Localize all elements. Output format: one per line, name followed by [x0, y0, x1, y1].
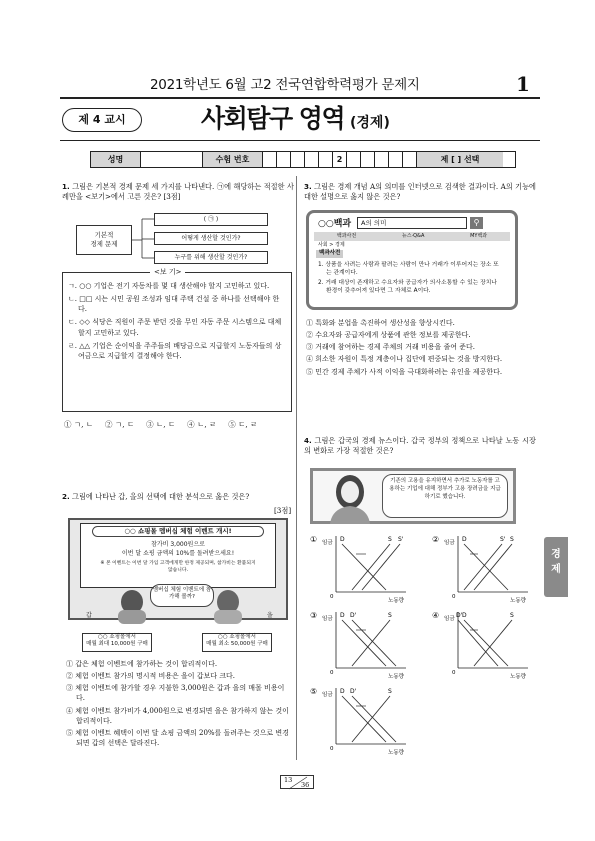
- exam-number-label: 수험 번호: [203, 152, 263, 167]
- option-number: ②: [432, 535, 440, 544]
- question-text: 그림에 나타난 갑, 을의 선택에 대한 분석으로 옳은 것은?: [72, 492, 250, 501]
- subject-title: 사회탐구 영역: [201, 104, 345, 133]
- option-number: ⑤: [310, 687, 318, 696]
- header-rule: [60, 97, 540, 99]
- option-number: ③: [310, 611, 318, 620]
- search-input[interactable]: A의 의미: [357, 217, 467, 229]
- bogi-list: [68, 281, 286, 361]
- page-slash: [281, 776, 315, 790]
- banner-title: ○○ 쇼핑몰 멤버십 체험 이벤트 개시!: [92, 526, 264, 537]
- diagram-branch-3: 누구를 위해 생산할 것인가?: [154, 251, 268, 264]
- option[interactable]: ① 특화와 분업을 촉진하여 생산성을 향상시킨다.: [306, 319, 455, 327]
- column-divider: [296, 176, 297, 760]
- option[interactable]: ③ 거래에 참여하는 경제 주체의 거래 비용을 줄여 준다.: [306, 343, 476, 352]
- caption-b: ○○ 쇼핑몰에서 매월 최소 50,000원 구매: [202, 633, 272, 652]
- bogi-item: ㄱ. ○○ 기업은 전기 자동차를 몇 대 생산해야 할지 고민하고 있다.: [68, 282, 270, 290]
- tab-news-qa[interactable]: 뉴스·Q&A: [401, 233, 425, 239]
- exam-number-box[interactable]: [263, 152, 277, 167]
- title-rule: [60, 140, 540, 141]
- bogi-item: ㄹ. △△ 기업은 순이익을 주주들의 배당금으로 지급할지 노동자들의 상여금으로 지급할지 결정해야 한다.: [68, 341, 282, 360]
- question-number: 4.: [304, 436, 312, 445]
- page-counter: [280, 775, 314, 789]
- option[interactable]: ② 수요자와 공급자에게 상품에 관한 정보를 제공한다.: [306, 331, 471, 340]
- origin-label: 0: [330, 594, 334, 600]
- curve-line: [352, 544, 390, 590]
- axis-y-label: 임금: [444, 616, 455, 622]
- person-b-label: 을: [267, 612, 273, 619]
- page-header-title: 2021학년도 6월 고2 전국연합학력평가 문제지: [150, 77, 420, 93]
- option[interactable]: ③ 체험 이벤트에 참가할 경우 지불한 3,000원은 갑과 을의 매몰 비용이다.: [66, 684, 285, 703]
- question-text: 그림은 기본적 경제 문제 세 가지를 나타낸다. ㉠에 해당하는 적절한 사례만을 <보기>에서 고른 것은? [3점]: [62, 182, 294, 202]
- exam-number-box[interactable]: [361, 152, 375, 167]
- period-badge: 제 4 교시: [62, 108, 142, 132]
- option[interactable]: ④ 체험 이벤트 참가비가 4,000원으로 변경되면 을은 참가하지 않는 것이 합리적이다.: [66, 706, 289, 725]
- exam-number-digit: 2: [333, 152, 347, 167]
- curve-label: D: [340, 612, 345, 619]
- exam-number-box[interactable]: [277, 152, 291, 167]
- tab-encyclopedia[interactable]: 백과사전: [336, 233, 357, 239]
- shoppers-illustration: [100, 590, 260, 624]
- origin-label: 0: [330, 746, 334, 752]
- caption-a: ○○ 쇼핑몰에서 매월 최대 10,000원 구매: [82, 633, 152, 652]
- origin-label: 0: [452, 670, 456, 676]
- curve-label: S: [510, 612, 514, 619]
- banner-line-1: 참가비 3,000원으로: [151, 541, 205, 548]
- side-tab-label: 경 제: [551, 549, 561, 575]
- question-number: 2.: [62, 492, 70, 501]
- curve-label: D': [456, 612, 463, 619]
- search-site-logo: ○○백과: [318, 219, 352, 229]
- curve-line: [464, 544, 508, 590]
- axis-x-label: 노동량: [510, 598, 526, 604]
- option-number: ④: [432, 611, 440, 620]
- curve-label: D': [350, 688, 357, 695]
- curve-label: S': [398, 536, 404, 543]
- definition-item: 2. 거래 대상이 존재하고 수요자와 공급자가 의사소통할 수 있는 장치나 환경이 갖추어져 있다면 그 자체로 A이다.: [318, 279, 497, 295]
- origin-label: 0: [330, 670, 334, 676]
- banner-line-2: 이번 달 쇼핑 금액의 10%를 돌려받으세요!: [121, 550, 235, 557]
- axis-y-label: 임금: [322, 692, 333, 698]
- curve-label: D: [462, 536, 467, 543]
- diagram-root: 기본적 경제 문제: [76, 225, 132, 255]
- search-icon[interactable]: ⚲: [470, 217, 483, 229]
- exam-number-box[interactable]: [389, 152, 403, 167]
- page-total: 36: [301, 781, 310, 789]
- curve-line: [352, 620, 390, 666]
- option[interactable]: ⑤ 체험 이벤트 혜택이 이번 달 쇼핑 금액의 20%를 돌려주는 것으로 변경되면 갑의 선택은 달라진다.: [66, 728, 289, 747]
- question-text: 그림은 갑국의 경제 뉴스이다. 갑국 정부의 정책으로 나타날 노동 시장의 변화로 가장 적절한 것은?: [304, 436, 536, 456]
- subject-subtitle: (경제): [350, 115, 390, 131]
- banner-note: ※ 본 이벤트는 이번 달 가입 고객에게만 한정 제공되며, 참가비는 환불되지 않습니다.: [100, 561, 256, 573]
- person-a-label: 갑: [86, 612, 92, 619]
- select-label: 제 [ ] 선택: [417, 152, 503, 167]
- tab-my-encyclopedia[interactable]: MY백과: [470, 233, 488, 239]
- breadcrumb: 사회 > 경제: [318, 242, 345, 248]
- curve-line: [362, 544, 400, 590]
- definition-item: 1. 상품을 사려는 사람과 팔려는 사람이 만나 거래가 이루어지는 장소 또는 관계이다.: [318, 262, 499, 277]
- curve-line: [352, 620, 396, 666]
- curve-line: [342, 696, 386, 742]
- question-number: 3.: [304, 182, 312, 191]
- option[interactable]: ④ 희소한 자원이 특정 계층이나 집단에 편중되는 것을 방지한다.: [306, 355, 503, 364]
- origin-label: 0: [452, 594, 456, 600]
- search-tabs: [314, 232, 510, 241]
- curve-label: S: [510, 536, 514, 543]
- candidate-info-bar: [90, 151, 516, 168]
- axis-y-label: 임금: [444, 540, 455, 546]
- page-number: 1: [516, 72, 530, 96]
- curve-line: [464, 620, 508, 666]
- curve-line: [474, 620, 512, 666]
- question-1: [62, 182, 294, 203]
- option[interactable]: ① 갑은 체험 이벤트에 참가하는 것이 합리적이다.: [66, 660, 218, 668]
- q1-choices[interactable]: ① ㄱ, ㄴ ② ㄱ, ㄷ ③ ㄴ, ㄷ ④ ㄴ, ㄹ ⑤ ㄷ, ㄹ: [64, 420, 258, 429]
- section-label: 백과사전: [316, 250, 343, 258]
- curve-label: D: [462, 612, 467, 619]
- curve-line: [458, 620, 498, 666]
- curve-label: D: [340, 688, 345, 695]
- axis-x-label: 노동량: [388, 674, 404, 680]
- exam-number-box[interactable]: [319, 152, 333, 167]
- curve-label: S: [388, 536, 392, 543]
- news-anchor-illustration: [320, 470, 380, 524]
- definition-list: [318, 261, 504, 296]
- curve-label: S: [388, 612, 392, 619]
- q2-score: [3점]: [274, 506, 292, 515]
- curve-line: [342, 620, 386, 666]
- speech-bubble: 멤버십 체험 이벤트에 참가해 볼까?: [150, 584, 214, 607]
- name-field[interactable]: [141, 152, 203, 167]
- exam-number-box[interactable]: [375, 152, 389, 167]
- option[interactable]: ⑤ 민간 경제 주체가 사적 이익을 극대화하려는 유인을 제공한다.: [306, 367, 503, 376]
- exam-number-box[interactable]: [305, 152, 319, 167]
- curve-line: [352, 696, 396, 742]
- q2-options: [66, 659, 292, 748]
- curve-line: [474, 544, 512, 590]
- diagram-branch-1: ( ㉠ ): [154, 213, 268, 226]
- option[interactable]: ② 체험 이벤트 참가의 명시적 비용은 을이 갑보다 크다.: [66, 672, 236, 681]
- curve-label: S': [500, 536, 506, 543]
- labor-market-graphs: [300, 530, 544, 764]
- bogi-item: ㄴ. □□ 시는 시민 공원 조성과 임대 주택 건설 중 하나를 선택해야 한다.: [68, 295, 280, 314]
- axis-y-label: 임금: [322, 540, 333, 546]
- curve-label: D': [350, 612, 357, 619]
- curve-line: [342, 544, 386, 590]
- curve-line: [352, 696, 390, 742]
- bogi-item: ㄷ. ◇◇ 식당은 직원이 주문 받던 것을 무인 자동 주문 시스템으로 대체할지 고민하고 있다.: [68, 318, 282, 337]
- bogi-label: <보 기>: [150, 267, 185, 277]
- axis-x-label: 노동량: [388, 598, 404, 604]
- option-number: ①: [310, 535, 318, 544]
- curve-label: S: [388, 688, 392, 695]
- diagram-branch-2: 어떻게 생산할 것인가?: [154, 232, 268, 245]
- question-3: [304, 182, 536, 203]
- axis-x-label: 노동량: [510, 674, 526, 680]
- curve-label: D: [340, 536, 345, 543]
- exam-number-box[interactable]: [347, 152, 361, 167]
- axis-x-label: 노동량: [388, 750, 404, 756]
- question-4: [304, 436, 536, 457]
- news-speech-bubble: 기존의 고용을 유지하면서 추가로 노동자를 고용하는 기업에 대해 정부가 고용 장려금을 지급하기로 했습니다.: [382, 474, 508, 518]
- question-2: [62, 492, 294, 502]
- exam-number-box[interactable]: [291, 152, 305, 167]
- q3-options: [306, 318, 542, 377]
- curve-line: [464, 544, 502, 590]
- name-label: 성명: [91, 152, 141, 167]
- subject-side-tab: [544, 537, 568, 597]
- page-current: 13: [284, 776, 293, 784]
- exam-number-box[interactable]: [403, 152, 417, 167]
- question-text: 그림은 경제 개념 A의 의미를 인터넷으로 검색한 결과이다. A의 기능에 대한 설명으로 옳지 않은 것은?: [304, 182, 536, 202]
- axis-y-label: 임금: [322, 616, 333, 622]
- question-number: 1.: [62, 182, 70, 191]
